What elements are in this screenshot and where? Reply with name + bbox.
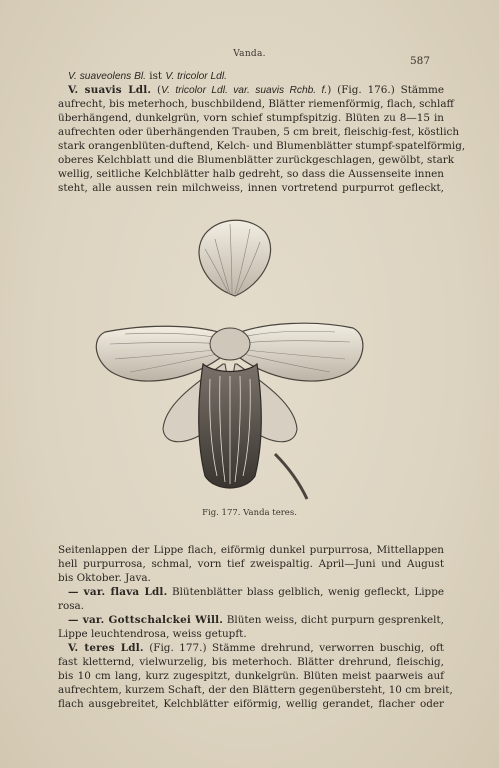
text-line	[58, 655, 444, 669]
text-line	[58, 669, 444, 683]
text-run: aufrechtem, kurzem Schaft, der den Blättern gegenübersteht, 10 cm breit,	[58, 684, 453, 696]
text-run: bis Oktober. Java.	[58, 572, 151, 584]
text-line	[58, 83, 444, 97]
text-line	[58, 627, 444, 641]
text-line	[58, 125, 460, 139]
text-run: ist	[145, 70, 166, 82]
text-run: überhängend, dunkelgrün, vorn schief stumpfspitzig. Blüten zu 8—15 in	[58, 112, 444, 124]
text-line	[58, 97, 454, 111]
text-line	[58, 111, 444, 125]
running-head: Vanda.	[233, 49, 266, 59]
text-run: ) (Fig. 176.) Stämme	[327, 84, 444, 96]
text-line	[58, 139, 466, 153]
text-run: stark orangenblüten-duftend, Kelch- und Blumenblätter stumpf-spatelförmig,	[58, 140, 466, 152]
text-run: Lippe leuchtendrosa, weiss getupft.	[58, 628, 247, 640]
orchid-illustration	[85, 214, 375, 504]
text-line	[58, 683, 453, 697]
text-run: hell purpurrosa, schmal, vorn tief zweispaltig. April—Juni und August	[58, 558, 444, 570]
text-run: oberes Kelchblatt und die Blumenblätter zurückgeschlagen, gewölbt, stark	[58, 154, 455, 166]
text-run: aufrechten oder überhängenden Trauben, 5 cm breit, fleischig-fest, köstlich	[58, 126, 460, 138]
text-line	[58, 613, 444, 627]
text-run: flach ausgebreitet, Kelchblätter eiförmig, wellig gerandet, flacher oder	[58, 698, 444, 710]
text-line	[58, 557, 444, 571]
text-block-bottom	[58, 543, 453, 711]
text-run: bis 10 cm lang, kurz zugespitzt, dunkelgrün. Blüten meist paarweis auf	[58, 670, 444, 682]
text-line	[58, 167, 444, 181]
text-block-top	[58, 69, 466, 195]
taxon-heading: V. suavis Ldl.	[68, 84, 152, 96]
taxon-heading: — var. flava Ldl.	[68, 586, 168, 598]
text-run: fast kletternd, vielwurzelig, bis meterhoch. Blätter drehrund, fleischig,	[58, 656, 444, 668]
text-run: Seitenlappen der Lippe flach, eiförmig dunkel purpurrosa, Mittellappen	[58, 544, 444, 556]
text-run: aufrecht, bis meterhoch, buschbildend, Blätter riemenförmig, flach, schlaff	[58, 98, 454, 110]
figure-caption: Fig. 177. Vanda teres.	[202, 508, 297, 518]
species-name: V. tricolor Ldl.	[165, 71, 227, 82]
text-line	[58, 181, 444, 195]
taxon-heading: V. teres Ldl.	[68, 642, 144, 654]
text-line	[58, 153, 455, 167]
text-line	[58, 543, 444, 557]
page-number: 587	[410, 55, 431, 67]
text-line	[58, 69, 444, 83]
species-name: V. tricolor Ldl. var. suavis Rchb. f.	[161, 85, 328, 96]
text-run: Blüten weiss, dicht purpurn gesprenkelt,	[223, 614, 444, 626]
text-line	[58, 585, 444, 599]
text-run: (Fig. 177.) Stämme drehrund, verworren buschig, oft	[143, 642, 444, 654]
text-line	[58, 599, 444, 613]
species-name: V. suaveolens Bl.	[68, 71, 146, 82]
text-run: Blütenblätter blass gelblich, wenig gefleckt, Lippe	[167, 586, 444, 598]
text-line	[58, 697, 444, 711]
text-run: steht, alle aussen rein milchweiss, innen vortretend purpurrot gefleckt,	[58, 182, 444, 194]
text-line	[58, 571, 444, 585]
text-run: wellig, seitliche Kelchblätter halb gedreht, so dass die Aussenseite innen	[58, 168, 444, 180]
text-run: rosa.	[58, 600, 85, 612]
taxon-heading: — var. Gottschalckei Will.	[68, 614, 224, 626]
text-run: (	[151, 84, 162, 96]
text-line	[58, 641, 444, 655]
